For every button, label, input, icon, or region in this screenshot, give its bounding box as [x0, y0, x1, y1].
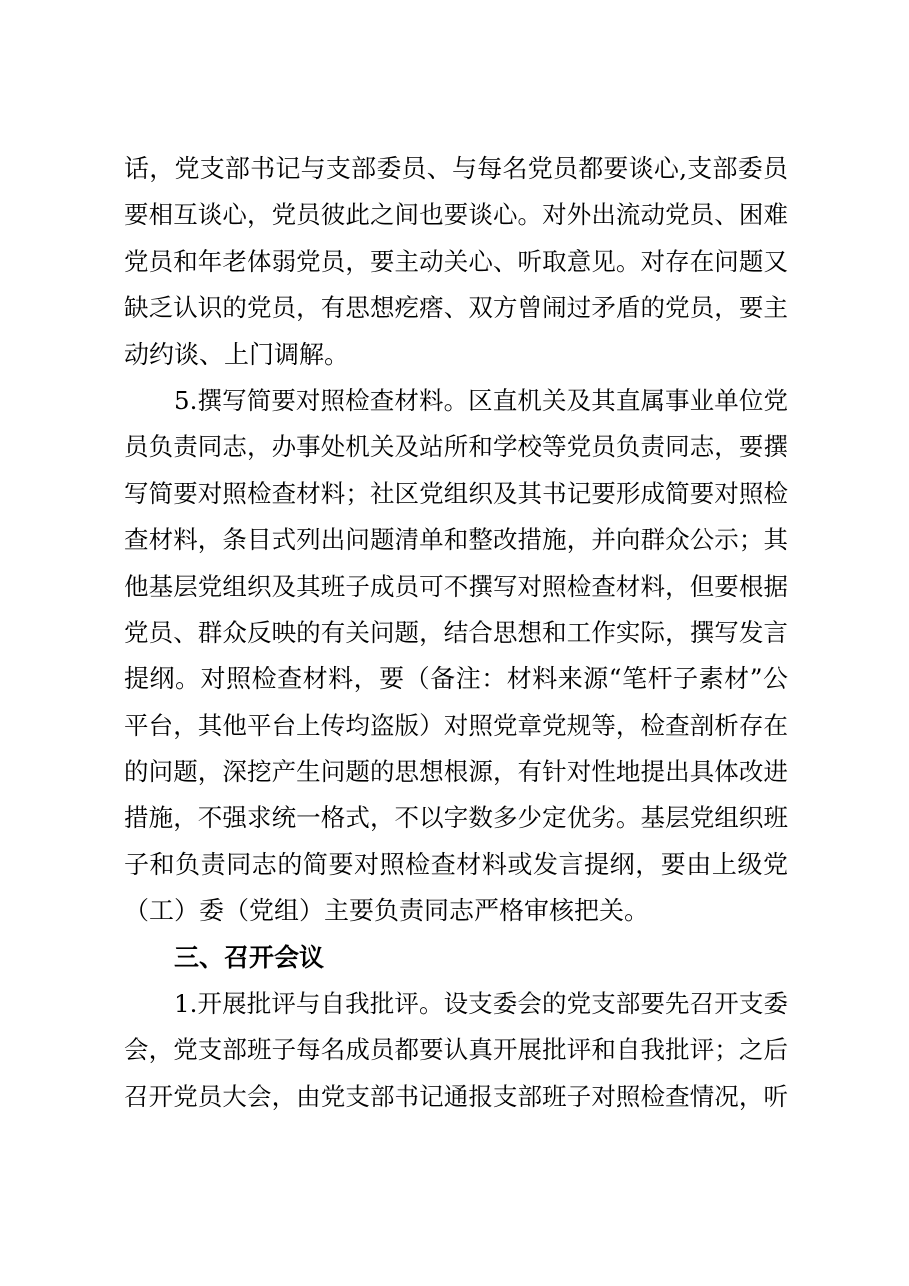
- text-line: 提纲。对照检查材料，要（备注：材料来源“笔杆子素材”公: [124, 664, 788, 694]
- paragraph-start-line: 5.撰写简要对照检查材料。区直机关及其直属事业单位党: [174, 385, 788, 415]
- text-line: 党员、群众反映的有关问题，结合思想和工作实际，撰写发言: [124, 617, 788, 647]
- text-line: 会，党支部班子每名成员都要认真开展批评和自我批评；之后: [124, 1035, 788, 1065]
- text-line: （工）委（党组）主要负责同志严格审核把关。: [124, 896, 650, 926]
- paragraph-start-line: 1.开展批评与自我批评。设支委会的党支部要先召开支委: [174, 989, 788, 1019]
- text-line: 召开党员大会，由党支部书记通报支部班子对照检查情况，听: [124, 1081, 788, 1111]
- text-line: 平台，其他平台上传均盗版）对照党章党规等，检查剖析存在: [124, 710, 788, 740]
- text-line: 动约谈、上门调解。: [124, 339, 350, 369]
- text-line: 措施，不强求统一格式，不以字数多少定优劣。基层党组织班: [124, 803, 788, 833]
- text-line: 的问题，深挖产生问题的思想根源，有针对性地提出具体改进: [124, 757, 788, 787]
- text-line: 要相互谈心，党员彼此之间也要谈心。对外出流动党员、困难: [124, 200, 788, 230]
- text-line: 缺乏认识的党员，有思想疙瘩、双方曾闹过矛盾的党员，要主: [124, 293, 788, 323]
- document-body: [124, 146, 788, 1120]
- text-line: 查材料，条目式列出问题清单和整改措施，并向群众公示；其: [124, 525, 788, 555]
- text-line: 写简要对照检查材料；社区党组织及其书记要形成简要对照检: [124, 478, 788, 508]
- text-line: 党员和年老体弱党员，要主动关心、听取意见。对存在问题又: [124, 246, 788, 276]
- section-heading: 三、召开会议: [174, 942, 325, 972]
- text-line: 他基层党组织及其班子成员可不撰写对照检查材料，但要根据: [124, 571, 788, 601]
- text-line: 员负责同志，办事处机关及站所和学校等党员负责同志，要撰: [124, 432, 788, 462]
- text-line: 子和负责同志的简要对照检查材料或发言提纲，要由上级党: [124, 849, 788, 879]
- text-line: 话，党支部书记与支部委员、与每名党员都要谈心,支部委员: [124, 154, 788, 183]
